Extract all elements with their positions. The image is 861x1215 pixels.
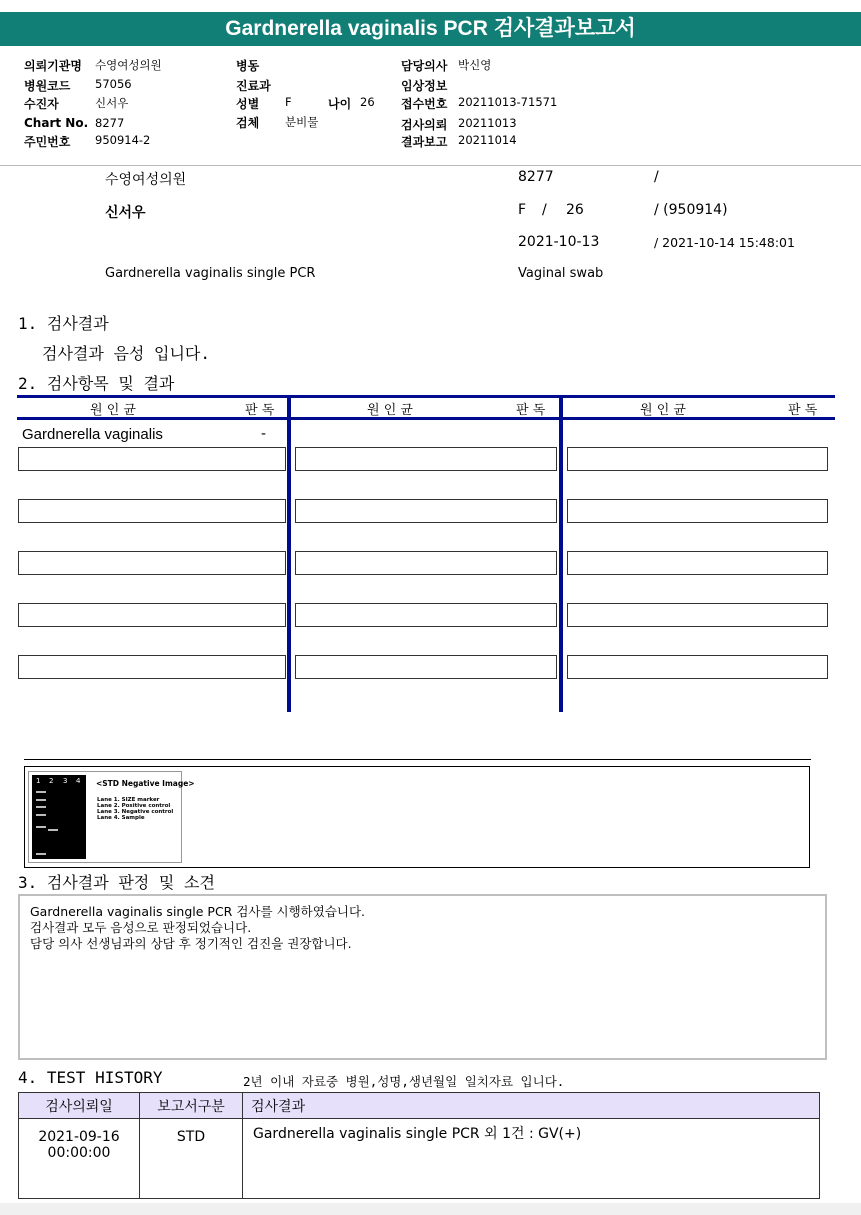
history-col-result: 검사결과 bbox=[243, 1093, 820, 1119]
col-pathogen-3: 원 인 균 bbox=[640, 403, 686, 418]
grid-cell bbox=[295, 655, 557, 679]
grid-cell bbox=[18, 499, 286, 523]
lane-1: 1 bbox=[36, 777, 41, 785]
age-value: 26 bbox=[360, 95, 375, 109]
grid-cell bbox=[567, 655, 828, 679]
col-judgement-2: 판 독 bbox=[516, 403, 546, 418]
gel-image bbox=[32, 775, 86, 859]
report-value: 20211014 bbox=[458, 133, 517, 147]
info-test-name: Gardnerella vaginalis single PCR bbox=[105, 266, 316, 281]
request-label: 검사의뢰 bbox=[401, 118, 448, 132]
history-col-type: 보고서구분 bbox=[140, 1093, 243, 1119]
grid-cell bbox=[567, 603, 828, 627]
patient-value: 신서우 bbox=[95, 96, 129, 110]
info-clinic: 수영여성의원 bbox=[105, 172, 187, 188]
lane-2: 2 bbox=[49, 777, 54, 785]
info-specimen: Vaginal swab bbox=[518, 266, 604, 281]
grid-cell bbox=[567, 499, 828, 523]
gel-title: <STD Negative Image> bbox=[96, 779, 195, 788]
grid-col-divider-1 bbox=[287, 395, 291, 712]
positive-band bbox=[48, 829, 58, 831]
section3-title: 3. 검사결과 판정 및 소견 bbox=[18, 873, 215, 892]
ward-label: 병동 bbox=[236, 59, 260, 73]
grid-cell bbox=[18, 551, 286, 575]
info-report-datetime: / 2021-10-14 15:48:01 bbox=[654, 235, 795, 250]
marker-band bbox=[36, 826, 46, 828]
history-table bbox=[18, 1092, 820, 1199]
section1-result: 검사결과 음성 입니다. bbox=[42, 344, 211, 363]
info-request-date: 2021-10-13 bbox=[518, 234, 600, 250]
grid-cell bbox=[18, 655, 286, 679]
history-date: 2021-09-16 bbox=[38, 1129, 120, 1145]
dept-label: 진료과 bbox=[236, 79, 271, 93]
table-row bbox=[19, 1119, 820, 1199]
lane-4: 4 bbox=[76, 777, 81, 785]
grid-cell bbox=[18, 603, 286, 627]
resident-value: 950914-2 bbox=[95, 133, 151, 147]
finding-line-3: 담당 의사 선생님과의 상담 후 정기적인 검진을 권장합니다. bbox=[30, 936, 352, 951]
hospital-code-value: 57056 bbox=[95, 77, 132, 91]
history-result: Gardnerella vaginalis single PCR 외 1건 : GV(+) bbox=[243, 1119, 820, 1199]
info-age: 26 bbox=[566, 202, 584, 218]
gel-legend-1: Lane 1. SIZE marker bbox=[97, 797, 160, 803]
gel-legend-3: Lane 3. Negative control bbox=[97, 809, 174, 815]
history-type: STD bbox=[140, 1119, 243, 1199]
chart-label: Chart No. bbox=[24, 116, 89, 130]
history-col-date: 검사의뢰일 bbox=[19, 1093, 140, 1119]
marker-band bbox=[36, 853, 46, 855]
info-slash: / bbox=[654, 169, 659, 185]
age-label: 나이 bbox=[328, 97, 352, 111]
divider-line bbox=[24, 759, 811, 760]
pathogen-name: Gardnerella vaginalis bbox=[22, 426, 163, 443]
finding-line-1: Gardnerella vaginalis single PCR 검사를 시행하였습니다. bbox=[30, 904, 366, 919]
col-judgement-1: 판 독 bbox=[245, 403, 275, 418]
grid-cell bbox=[567, 447, 828, 471]
institution-value: 수영여성의원 bbox=[95, 58, 162, 72]
clinical-label: 임상정보 bbox=[401, 79, 448, 93]
grid-header-line bbox=[17, 417, 835, 420]
history-note: 2년 이내 자료중 병원,성명,생년월일 일치자료 입니다. bbox=[243, 1074, 565, 1089]
hospital-code-label: 병원코드 bbox=[24, 79, 71, 93]
report-label: 결과보고 bbox=[401, 135, 448, 149]
grid-col-divider-2 bbox=[559, 395, 563, 712]
grid-cell bbox=[295, 603, 557, 627]
gel-legend-2: Lane 2. Positive control bbox=[97, 803, 171, 809]
gel-legend-4: Lane 4. Sample bbox=[97, 815, 145, 821]
marker-band bbox=[36, 814, 46, 816]
info-chart: 8277 bbox=[518, 169, 554, 185]
sex-label: 성별 bbox=[236, 97, 260, 111]
section2-title: 2. 검사항목 및 결과 bbox=[18, 374, 175, 393]
doctor-label: 담당의사 bbox=[401, 59, 448, 73]
col-pathogen-2: 원 인 균 bbox=[367, 403, 413, 418]
specimen-value: 분비물 bbox=[285, 115, 319, 129]
pathogen-judgement: - bbox=[261, 426, 267, 442]
sex-value: F bbox=[285, 95, 292, 109]
chart-value: 8277 bbox=[95, 116, 125, 130]
page-bottom-strip bbox=[0, 1203, 861, 1215]
grid-cell bbox=[18, 447, 286, 471]
marker-band bbox=[36, 806, 46, 808]
history-time: 00:00:00 bbox=[47, 1145, 111, 1161]
marker-band bbox=[36, 799, 46, 801]
specimen-label: 검체 bbox=[236, 116, 260, 130]
history-header-row bbox=[19, 1093, 820, 1119]
section1-title: 1. 검사결과 bbox=[18, 314, 109, 333]
col-pathogen-1: 원 인 균 bbox=[90, 403, 136, 418]
grid-cell bbox=[567, 551, 828, 575]
col-judgement-3: 판 독 bbox=[788, 403, 818, 418]
resident-label: 주민번호 bbox=[24, 135, 71, 149]
info-sep: / bbox=[542, 202, 547, 218]
section4-title: 4. TEST HISTORY bbox=[18, 1068, 163, 1087]
doctor-value: 박신영 bbox=[458, 58, 492, 72]
receipt-value: 20211013-71571 bbox=[458, 95, 558, 109]
grid-cell bbox=[295, 551, 557, 575]
institution-label: 의뢰기관명 bbox=[24, 59, 82, 73]
info-birth: / (950914) bbox=[654, 202, 728, 218]
finding-line-2: 검사결과 모두 음성으로 판정되었습니다. bbox=[30, 920, 252, 935]
request-value: 20211013 bbox=[458, 116, 517, 130]
lane-3: 3 bbox=[63, 777, 68, 785]
info-sex: F bbox=[518, 202, 527, 218]
report-title: Gardnerella vaginalis PCR 검사결과보고서 bbox=[0, 12, 861, 46]
findings-box bbox=[18, 894, 827, 1060]
report-header bbox=[0, 0, 861, 166]
grid-top-line bbox=[17, 395, 835, 398]
grid-cell bbox=[295, 499, 557, 523]
marker-band bbox=[36, 791, 46, 793]
grid-cell bbox=[295, 447, 557, 471]
history-date-cell bbox=[19, 1119, 140, 1199]
patient-label: 수진자 bbox=[24, 97, 59, 111]
info-name: 신서우 bbox=[105, 205, 146, 221]
receipt-label: 접수번호 bbox=[401, 97, 448, 111]
